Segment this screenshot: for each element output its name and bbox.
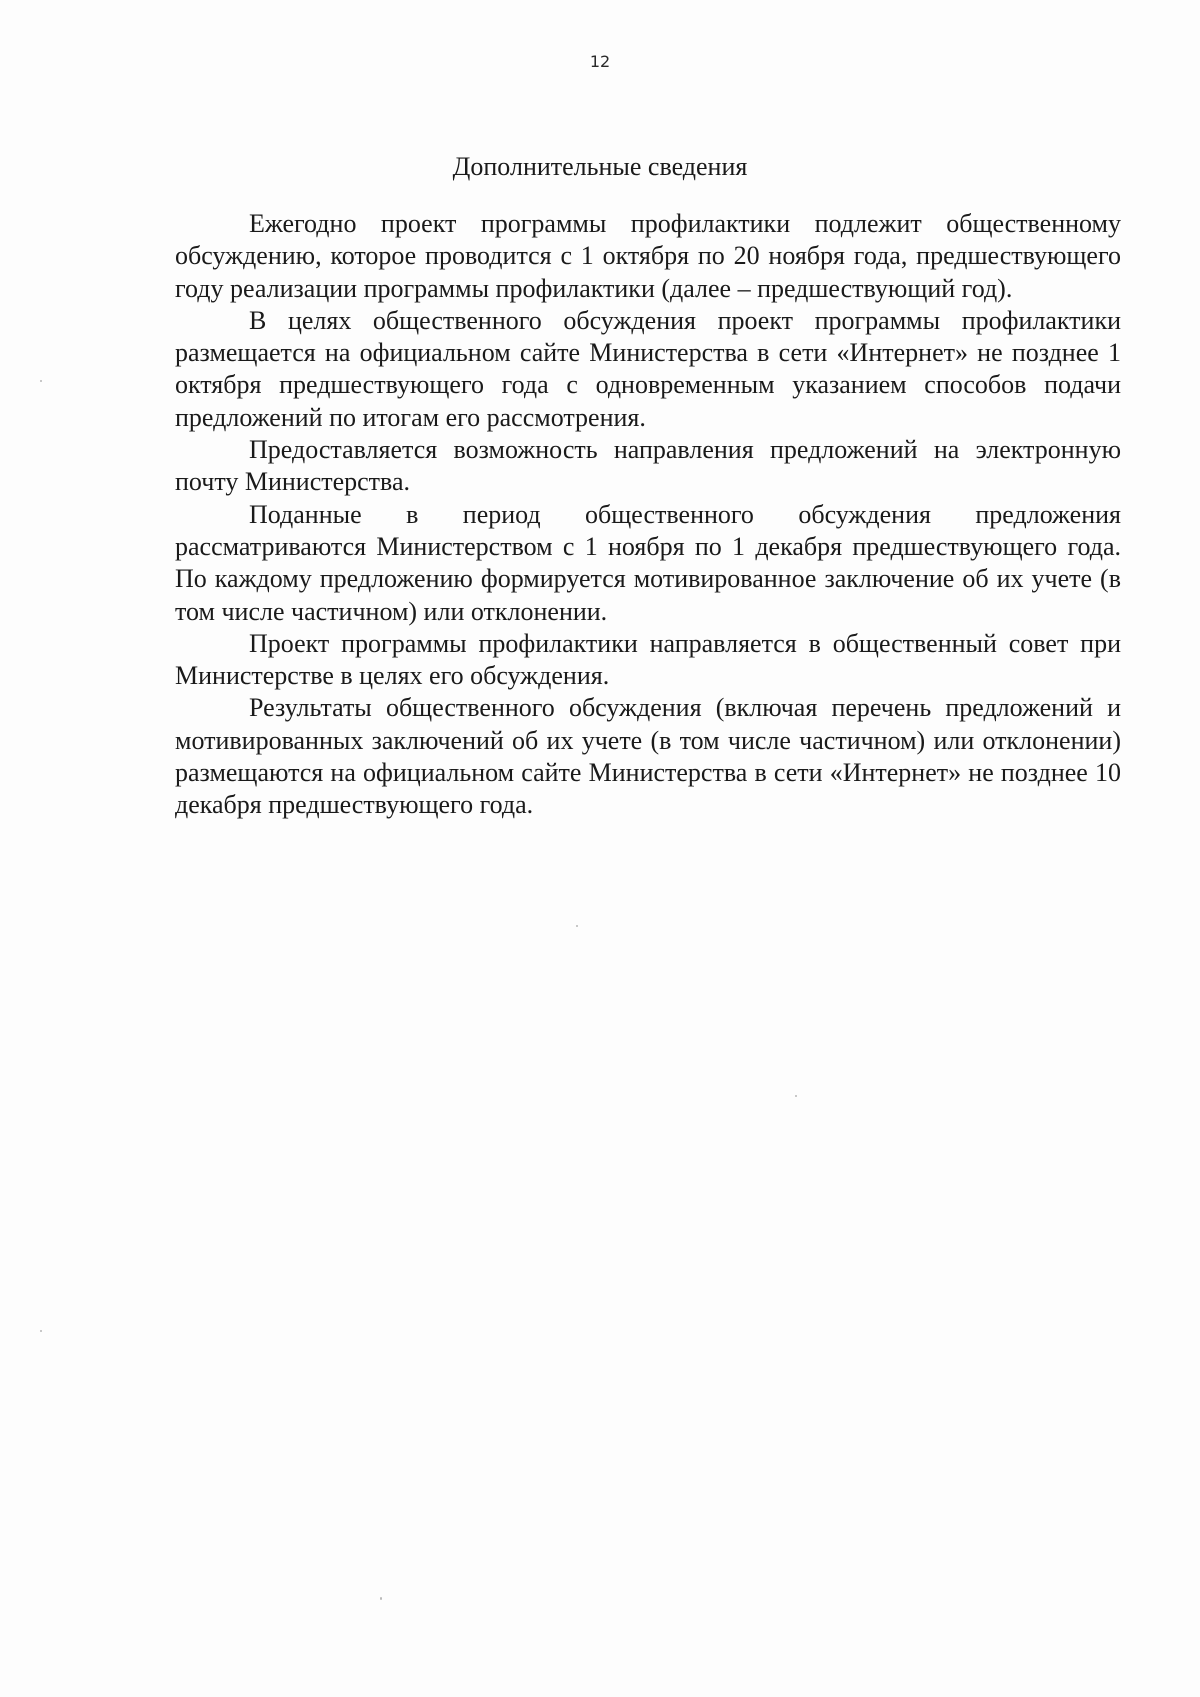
paragraph-public-council: Проект программы профилактики направляется в общественный совет при Министерстве в целях его обсуждения. xyxy=(175,628,1121,691)
scan-speck xyxy=(380,1597,382,1600)
scan-speck xyxy=(795,1095,797,1097)
scan-speck xyxy=(40,380,42,382)
scan-speck xyxy=(40,1330,42,1332)
paragraph-website-publication: В целях общественного обсуждения проект программы профилактики размещается на официальном сайте Министерства в сети «Интернет» не позднее 1 октября предшествующего года с одновременным указанием способов подачи предложений по итогам его рассмотрения. xyxy=(175,305,1121,432)
page-number: 12 xyxy=(589,52,611,71)
paragraph-annual-discussion: Ежегодно проект программы профилактики подлежит общественному обсуждению, которое проводится с 1 октября по 20 ноября года, предшествующего году реализации программы профилактики (далее – предшествующий год). xyxy=(175,209,1121,303)
paragraph-review-period: Поданные в период общественного обсуждения предложения рассматриваются Министерством с 1 ноября по 1 декабря предшествующего года. По каждому предложению формируется мотивированное заключение об их учете (в том числе частичном) или отклонении. xyxy=(175,499,1121,626)
body-text xyxy=(175,208,1121,822)
scan-speck xyxy=(576,925,578,927)
paragraph-results-publication: Результаты общественного обсуждения (включая перечень предложений и мотивированных заключений об их учете (в том числе частичном) или отклонении) размещаются на официальном сайте Министерства в сети «Интернет» не позднее 10 декабря предшествующего года. xyxy=(175,693,1121,820)
section-title: Дополнительные сведения xyxy=(452,152,748,181)
paragraph-email-submission: Предоставляется возможность направления предложений на электронную почту Министерства. xyxy=(175,435,1121,497)
